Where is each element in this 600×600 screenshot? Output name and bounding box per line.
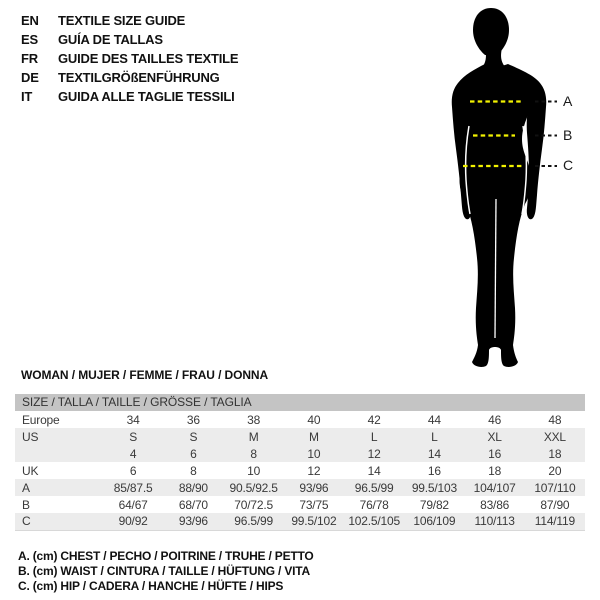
size-cell: 93/96	[163, 513, 223, 530]
size-cell: 79/82	[419, 497, 449, 512]
size-cell: 90.5/92.5	[224, 479, 284, 496]
size-cell: 20	[548, 463, 562, 478]
legend-hip: C. (cm) HIP / CADERA / HANCHE / HÜFTE / HIPS	[18, 579, 284, 593]
size-cell: 16	[465, 445, 525, 462]
legend-waist: B. (cm) WAIST / CINTURA / TAILLE / HÜFTUNG / VITA	[18, 564, 310, 578]
size-cell: 10	[247, 463, 261, 478]
size-cell: 102.5/105	[344, 513, 404, 530]
size-cell: S	[103, 428, 163, 445]
size-cell: 46	[488, 412, 502, 427]
size-cell: 34	[126, 412, 140, 427]
size-cell: L	[344, 428, 404, 445]
language-title: TEXTILE SIZE GUIDE	[58, 13, 186, 28]
legend-chest: A. (cm) CHEST / PECHO / POITRINE / TRUHE / PETTO	[18, 549, 314, 563]
size-cell: 48	[548, 412, 562, 427]
size-cell: 107/110	[525, 479, 585, 496]
size-cell: M	[224, 428, 284, 445]
size-cell: 44	[427, 412, 441, 427]
size-cell: 42	[367, 412, 381, 427]
size-cell: 36	[186, 412, 200, 427]
size-cell: 8	[224, 445, 284, 462]
size-cell: 12	[307, 463, 321, 478]
size-cell: 12	[344, 445, 404, 462]
size-cell: 93/96	[284, 479, 344, 496]
language-row-de	[21, 68, 238, 87]
marker-label-b: B	[563, 127, 573, 143]
table-row-uk	[15, 462, 585, 479]
size-cell: 40	[307, 412, 321, 427]
language-title: GUIDA ALLE TAGLIE TESSILI	[58, 89, 235, 104]
language-code: FR	[21, 51, 38, 66]
section-title: WOMAN / MUJER / FEMME / FRAU / DONNA	[21, 368, 269, 382]
language-title: GUÍA DE TALLAS	[58, 32, 163, 47]
language-code: EN	[21, 13, 39, 28]
language-list	[21, 11, 238, 106]
size-cell: 99.5/102	[284, 513, 344, 530]
size-cell: 68/70	[178, 497, 208, 512]
language-code: DE	[21, 70, 39, 85]
table-row-waist-b	[15, 496, 585, 513]
size-cell: 38	[247, 412, 261, 427]
language-code: ES	[21, 32, 38, 47]
size-cell: 6	[129, 463, 137, 478]
language-row-es	[21, 30, 238, 49]
size-cell: 85/87.5	[103, 479, 163, 496]
size-cell: 14	[404, 445, 464, 462]
size-cell: 106/109	[404, 513, 464, 530]
size-cell: 64/67	[118, 497, 148, 512]
size-cell: 96.5/99	[224, 513, 284, 530]
row-label	[15, 445, 103, 462]
size-cell: 99.5/103	[404, 479, 464, 496]
row-label: C	[15, 513, 103, 530]
size-table	[15, 394, 585, 531]
language-row-it	[21, 87, 238, 106]
row-label: B	[22, 497, 30, 512]
row-label: Europe	[22, 412, 60, 427]
marker-label-c: C	[563, 157, 574, 173]
size-cell: S	[163, 428, 223, 445]
language-title: GUIDE DES TAILLES TEXTILE	[58, 51, 239, 66]
row-label: A	[15, 479, 103, 496]
marker-label-a: A	[563, 93, 573, 109]
language-row-en	[21, 11, 238, 30]
size-cell: 70/72.5	[234, 497, 273, 512]
row-label: US	[15, 428, 103, 445]
woman-silhouette-icon	[395, 0, 600, 380]
size-cell: 110/113	[465, 513, 525, 530]
table-row-us-numbers	[15, 445, 585, 462]
size-cell: 90/92	[103, 513, 163, 530]
measure-legend	[18, 549, 314, 594]
size-cell: 88/90	[163, 479, 223, 496]
table-row-europe	[15, 411, 585, 428]
table-row-chest-a	[15, 479, 585, 496]
size-cell: 114/119	[525, 513, 585, 530]
size-cell: 16	[427, 463, 441, 478]
language-code: IT	[21, 89, 33, 104]
size-cell: 104/107	[465, 479, 525, 496]
table-row-us-letters	[15, 428, 585, 445]
size-cell: 18	[488, 463, 502, 478]
size-cell: 96.5/99	[344, 479, 404, 496]
table-row-hip-c	[15, 513, 585, 530]
size-cell: XL	[465, 428, 525, 445]
size-cell: 83/86	[480, 497, 510, 512]
language-row-fr	[21, 49, 238, 68]
size-cell: XXL	[525, 428, 585, 445]
size-cell: 8	[190, 463, 197, 478]
size-table-header: SIZE / TALLA / TAILLE / GRÖSSE / TAGLIA	[15, 394, 585, 411]
size-cell: L	[404, 428, 464, 445]
size-cell: 73/75	[299, 497, 329, 512]
measurement-figure	[395, 0, 600, 380]
size-cell: 14	[367, 463, 381, 478]
size-cell: 87/90	[540, 497, 570, 512]
size-cell: 10	[284, 445, 344, 462]
language-title: TEXTILGRÖßENFÜHRUNG	[58, 70, 220, 85]
size-cell: 76/78	[359, 497, 389, 512]
row-label: UK	[22, 463, 39, 478]
size-cell: 18	[525, 445, 585, 462]
size-cell: 4	[103, 445, 163, 462]
size-cell: 6	[163, 445, 223, 462]
size-cell: M	[284, 428, 344, 445]
